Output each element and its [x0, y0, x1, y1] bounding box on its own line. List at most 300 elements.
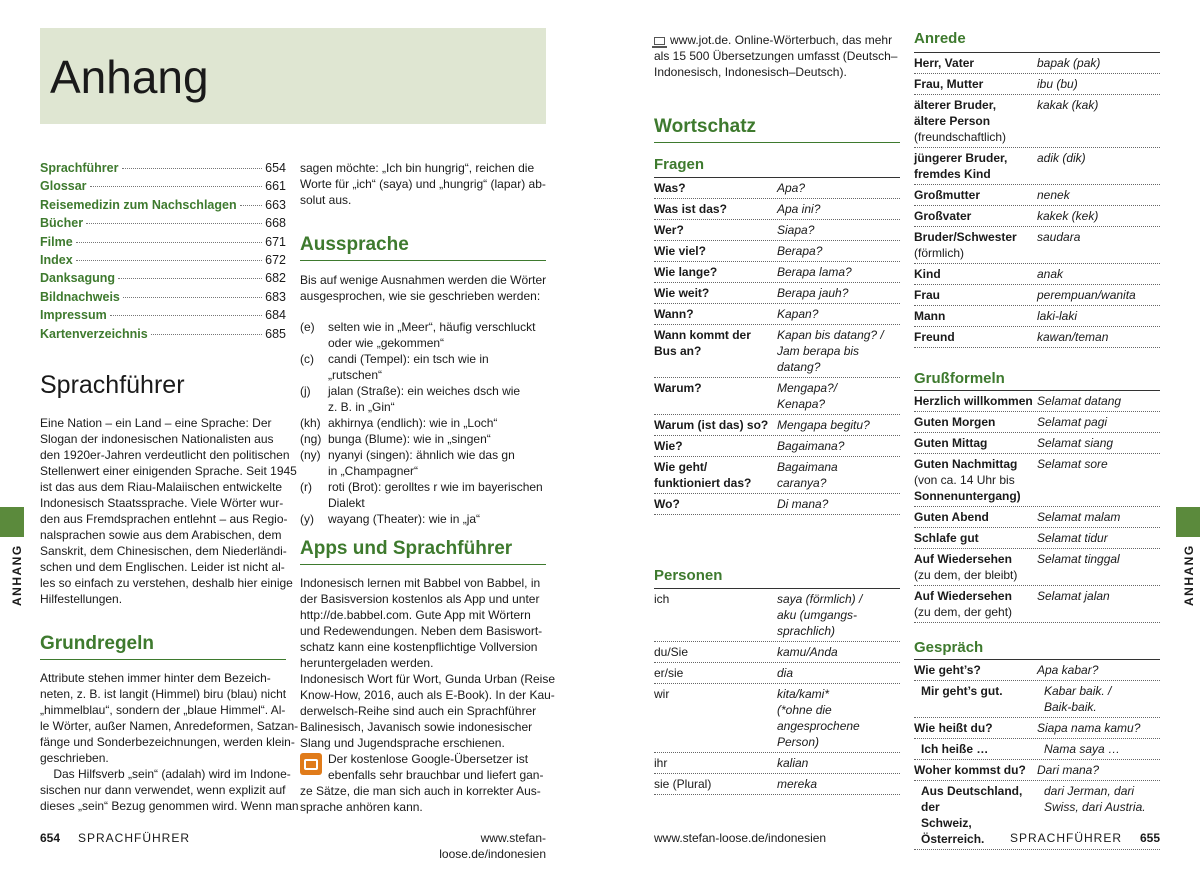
text-line: geschrieben.	[40, 751, 109, 765]
vocab-indonesian-line: Selamat jalan	[1037, 589, 1110, 603]
vocab-indonesian-line: Kapan bis datang? /	[777, 328, 884, 342]
vocab-german-line: Guten Abend	[914, 510, 989, 524]
text-line: Bis auf wenige Ausnahmen werden die Wörter	[300, 273, 547, 287]
vocab-indonesian	[777, 417, 870, 433]
vocab-row	[914, 718, 1160, 739]
text-line: sagen möchte: „Ich bin hungrig“, reichen die	[300, 161, 535, 175]
vocab-indonesian	[777, 222, 814, 238]
vocab-german	[914, 229, 1037, 261]
vocab-row	[914, 74, 1160, 95]
vocab-german	[654, 180, 777, 196]
vocab-indonesian	[777, 327, 884, 375]
pronunciation-text: z. B. in „Gin“	[328, 400, 395, 414]
vocab-german	[914, 208, 1037, 224]
grundregeln-heading: Grundregeln	[40, 633, 155, 654]
vocab-indonesian-line: Apa ini?	[777, 202, 821, 216]
vocab-german-line: du/Sie	[654, 645, 689, 659]
vocab-row	[914, 327, 1160, 348]
pronunciation-row	[300, 335, 546, 351]
pronunciation-row	[300, 351, 546, 383]
vocab-indonesian	[777, 201, 820, 217]
text-line: ze Sätze, die man sich auch in korrekter Aus-	[300, 784, 541, 798]
vocab-german-line: Frau, Mutter	[914, 77, 984, 91]
anrede-table	[914, 52, 1160, 348]
gruss-heading: Grußformeln	[914, 370, 1005, 387]
text-line: nalsprachen sowie aus dem Arabischen, dem	[40, 528, 282, 542]
vocab-indonesian-line: kawan/teman	[1037, 330, 1109, 344]
vocab-indonesian-line: datang?	[777, 360, 821, 374]
vocab-row	[654, 199, 900, 220]
toc-leader-dots	[151, 334, 262, 335]
pronunciation-row	[300, 479, 546, 495]
vocab-indonesian-line: Selamat malam	[1037, 510, 1121, 524]
side-label: ANHANG	[10, 544, 24, 606]
aussprache-heading: Aussprache	[300, 234, 409, 255]
aussprache-section	[300, 233, 546, 261]
vocab-indonesian-line: caranya?	[777, 476, 827, 490]
toc-entry[interactable]	[40, 160, 286, 178]
vocab-indonesian	[777, 285, 848, 301]
vocab-german	[914, 662, 1037, 678]
vocab-row	[914, 681, 1160, 718]
vocab-row	[654, 436, 900, 457]
text-line: Hilfestellungen.	[40, 592, 123, 606]
toc-leader-dots	[110, 315, 262, 316]
toc-leader-dots	[86, 223, 262, 224]
toc-entry[interactable]	[40, 252, 286, 270]
vocab-indonesian-line: Apa kabar?	[1037, 663, 1099, 677]
personen-heading: Personen	[654, 567, 723, 584]
vocab-indonesian	[777, 459, 838, 491]
toc-entry[interactable]	[40, 289, 286, 307]
vocab-german-line: Mann	[914, 309, 946, 323]
chapter-banner	[40, 28, 546, 124]
text-line: schen und dem Englischen. Leider ist nicht al-	[40, 560, 285, 574]
vocab-row	[654, 415, 900, 436]
vocab-indonesian	[777, 644, 838, 660]
vocab-indonesian-line: Bagaimana	[777, 460, 838, 474]
vocab-row	[654, 304, 900, 325]
pronunciation-text: jalan (Straße): ein weiches dsch wie	[328, 384, 521, 398]
toc-entry[interactable]	[40, 197, 286, 215]
toc-leader-dots	[76, 242, 262, 243]
gruss-table	[914, 390, 1160, 623]
text-line: Know-How, 2016, auch als E-Book). In der Kau-	[300, 688, 555, 702]
pronunciation-row	[300, 319, 546, 335]
vocab-german	[654, 459, 777, 491]
apps-section	[300, 537, 546, 565]
pronunciation-text: oder wie „gekommen“	[328, 336, 445, 350]
footer-page-number: 654	[40, 831, 61, 845]
vocab-indonesian	[1037, 683, 1111, 715]
vocab-german	[654, 201, 777, 217]
vocab-indonesian-line: Selamat tinggal	[1037, 552, 1120, 566]
vocab-indonesian	[1037, 97, 1098, 145]
vocab-german-line: Freund	[914, 330, 955, 344]
toc-label: Bücher	[40, 216, 84, 231]
vocab-row	[914, 433, 1160, 454]
section-rule	[300, 260, 546, 261]
vocab-indonesian	[1037, 55, 1100, 71]
vocab-german	[654, 644, 777, 660]
pronunciation-row	[300, 383, 546, 399]
vocab-indonesian	[777, 264, 852, 280]
pronunciation-list	[300, 319, 546, 527]
vocab-indonesian	[1037, 530, 1108, 546]
section-rule	[40, 659, 286, 660]
vocab-indonesian-line: anak	[1037, 267, 1064, 281]
vocab-german	[654, 264, 777, 280]
personen-table	[654, 588, 900, 795]
toc-leader-dots	[240, 205, 263, 206]
vocab-indonesian-line: saya (förmlich) /	[777, 592, 863, 606]
vocab-german	[914, 414, 1037, 430]
text-line: Stellenwert einer einigenden Sprache. Seit 1945	[40, 464, 297, 478]
vocab-german	[914, 329, 1037, 345]
pronunciation-key: (ny)	[300, 448, 321, 462]
grundregeln-section	[40, 632, 286, 660]
pronunciation-key: (ng)	[300, 432, 322, 446]
text-line: ausgesprochen, wie sie geschrieben werden:	[300, 289, 541, 303]
vocab-german-line: (zu dem, der bleibt)	[914, 568, 1018, 582]
vocab-row	[654, 684, 900, 753]
text-line: derwelsch-Reihe sind auch ein Sprachführer	[300, 704, 537, 718]
wortschatz-section	[654, 115, 900, 143]
vocab-row	[914, 586, 1160, 623]
vocab-indonesian-line: kakek (kek)	[1037, 209, 1099, 223]
vocab-indonesian-line: Berapa?	[777, 244, 823, 258]
vocab-indonesian-line: (*ohne die	[777, 703, 832, 717]
vocab-indonesian	[777, 776, 817, 792]
vocab-row	[914, 264, 1160, 285]
vocab-indonesian	[1037, 762, 1099, 778]
text-line: der Basisversion kostenlos als App und unter	[300, 592, 540, 606]
vocab-german-line: Warum?	[654, 381, 702, 395]
pronunciation-row	[300, 415, 546, 431]
toc-label: Filme	[40, 234, 73, 249]
chapter-title: Anhang	[50, 51, 209, 103]
vocab-german-line: er/sie	[654, 666, 684, 680]
vocab-row	[914, 227, 1160, 264]
vocab-indonesian	[1037, 435, 1113, 451]
apps-paragraph	[300, 575, 555, 751]
vocab-row	[654, 494, 900, 515]
toc-label: Index	[40, 252, 73, 267]
vocab-indonesian-line: kita/kami*	[777, 687, 830, 701]
vocab-german-line: Was?	[654, 181, 686, 195]
vocab-german-line: älterer Bruder,	[914, 98, 997, 112]
vocab-row	[654, 457, 900, 494]
vocab-indonesian-line: Jam berapa bis	[777, 344, 860, 358]
text-line: den 1920er-Jahren verdeutlicht den politischen	[40, 448, 290, 462]
vocab-german-line: Wie?	[654, 439, 683, 453]
vocab-indonesian	[777, 686, 860, 750]
vocab-german	[914, 509, 1037, 525]
vocab-indonesian-line: kalian	[777, 756, 809, 770]
toc-entry[interactable]	[40, 234, 286, 252]
pronunciation-text: selten wie in „Meer“, häufig verschluckt	[328, 320, 536, 334]
toc-leader-dots	[90, 186, 263, 187]
vocab-german	[914, 97, 1037, 145]
toc-label: Kartenverzeichnis	[40, 326, 148, 341]
vocab-indonesian-line: angesprochene	[777, 719, 860, 733]
vocab-row	[654, 178, 900, 199]
toc-entry[interactable]	[40, 215, 286, 233]
vocab-indonesian-line: Di mana?	[777, 497, 829, 511]
vocab-row	[914, 660, 1160, 681]
toc-page-number: 672	[265, 252, 286, 267]
vocab-row	[914, 185, 1160, 206]
text-line: Slang und Jugendsprache erschienen.	[300, 736, 505, 750]
vocab-indonesian-line: dia	[777, 666, 794, 680]
vocab-german-line: Wie viel?	[654, 244, 706, 258]
vocab-indonesian	[1037, 150, 1086, 182]
vocab-german	[654, 776, 777, 792]
text-line: Indonesisch Wort für Wort, Gunda Urban (Reise	[300, 672, 555, 686]
side-tab-marker	[1176, 507, 1200, 537]
vocab-indonesian-line: Swiss, dari Austria.	[1044, 800, 1146, 814]
footer-section: SPRACHFÜHRER	[1009, 831, 1122, 845]
sprachfuehrer-heading: Sprachführer	[40, 371, 185, 399]
vocab-indonesian-line: Berapa jauh?	[777, 286, 849, 300]
vocab-german-line: fremdes Kind	[914, 167, 991, 181]
pronunciation-key	[300, 399, 328, 415]
vocab-german	[654, 686, 777, 750]
vocab-indonesian-line: adik (dik)	[1037, 151, 1086, 165]
toc-entry[interactable]	[40, 326, 286, 344]
vocab-indonesian-line: Dari mana?	[1037, 763, 1100, 777]
vocab-german-line: (von ca. 14 Uhr bis	[914, 473, 1015, 487]
vocab-german	[914, 720, 1037, 736]
vocab-german	[914, 150, 1037, 182]
vocab-indonesian	[1037, 76, 1078, 92]
footer-url[interactable]: www.stefan-loose.de/indonesien	[439, 831, 546, 861]
vocab-german	[914, 55, 1037, 71]
vocab-german-line: Frau	[914, 288, 941, 302]
vocab-indonesian	[1037, 229, 1080, 261]
text-line: „himmelblau“, sondern der „blaue Himmel“. Al-	[40, 703, 286, 717]
side-label: ANHANG	[1182, 544, 1196, 606]
toc-page-number: 661	[265, 179, 286, 194]
vocab-row	[914, 507, 1160, 528]
vocab-row	[654, 663, 900, 684]
vocab-indonesian-line: Selamat tidur	[1037, 531, 1108, 545]
wortschatz-heading: Wortschatz	[654, 116, 757, 137]
vocab-row	[914, 53, 1160, 74]
vocab-german-line: Schweiz, Österreich.	[921, 816, 985, 846]
vocab-indonesian	[1037, 551, 1120, 583]
vocab-row	[654, 241, 900, 262]
vocab-indonesian-line: kamu/Anda	[777, 645, 838, 659]
vocab-row	[654, 589, 900, 642]
vocab-german-line: (förmlich)	[914, 246, 964, 260]
vocab-row	[654, 378, 900, 415]
vocab-german-line: wir	[654, 687, 670, 701]
pronunciation-text: bunga (Blume): wie in „singen“	[328, 432, 491, 446]
vocab-indonesian-line: Kenapa?	[777, 397, 826, 411]
toc-page-number: 663	[265, 197, 286, 212]
vocab-german	[914, 187, 1037, 203]
vocab-german-line: Was ist das?	[654, 202, 727, 216]
section-rule	[654, 142, 900, 143]
vocab-german-line: Herr, Vater	[914, 56, 975, 70]
toc-entry[interactable]	[40, 270, 286, 288]
vocab-indonesian	[1037, 287, 1136, 303]
vocab-indonesian-line: ibu (bu)	[1037, 77, 1078, 91]
toc-leader-dots	[122, 168, 263, 169]
vocab-indonesian	[1037, 662, 1098, 678]
vocab-german-line: Wie weit?	[654, 286, 710, 300]
text-line: ebenfalls sehr brauchbar und liefert gan-	[328, 768, 544, 782]
vocab-indonesian	[1037, 187, 1070, 203]
pronunciation-text: wayang (Theater): wie in „ja“	[328, 512, 481, 526]
text-line: Indonesisch, Indonesisch–Deutsch).	[654, 65, 847, 79]
vocab-german	[654, 243, 777, 259]
vocab-row	[914, 760, 1160, 781]
toc-page-number: 654	[265, 161, 286, 175]
vocab-indonesian	[1037, 308, 1077, 324]
vocab-german	[654, 222, 777, 238]
text-line: fänge und Sonderbezeichnungen, werden klein-	[40, 735, 295, 749]
pronunciation-row	[300, 495, 546, 511]
vocab-row	[654, 325, 900, 378]
vocab-german	[914, 76, 1037, 92]
vocab-indonesian-line: Siapa?	[777, 223, 815, 237]
toc-entry[interactable]	[40, 178, 286, 196]
fragen-heading: Fragen	[654, 156, 705, 173]
vocab-row	[654, 642, 900, 663]
vocab-german	[914, 393, 1037, 409]
text-line: le Wörter, außer Namen, Anredeformen, Satzan-	[40, 719, 299, 733]
toc-label: Danksagung	[40, 271, 116, 286]
toc-page-number: 682	[265, 271, 286, 286]
text-line: als 15 500 Übersetzungen umfasst (Deutsch–	[654, 49, 898, 63]
vocab-indonesian	[1037, 456, 1108, 504]
vocab-german-line: Aus Deutschland, der	[921, 784, 1023, 814]
vocab-german-line: Bruder/Schwester	[914, 230, 1017, 244]
footer-url[interactable]: www.stefan-loose.de/indonesien	[654, 831, 827, 845]
text-line: Indonesisch lernen mit Babbel von Babbel, in	[300, 576, 541, 590]
pronunciation-row	[300, 447, 546, 463]
vocab-indonesian	[777, 591, 862, 639]
vocab-german	[654, 417, 777, 433]
vocab-german-line: Wer?	[654, 223, 684, 237]
intro-paragraph	[40, 415, 297, 607]
vocab-german-line: Mir geht’s gut.	[921, 684, 1003, 698]
vocab-indonesian-line: mereka	[777, 777, 818, 791]
vocab-german	[654, 306, 777, 322]
pronunciation-key: (c)	[300, 352, 314, 366]
vocab-indonesian-line: Nama saya …	[1044, 742, 1121, 756]
vocab-german-line: (freundschaftlich)	[914, 130, 1007, 144]
pronunciation-key: (kh)	[300, 416, 321, 430]
text-line: solut aus.	[300, 193, 352, 207]
vocab-german-line: Wie lange?	[654, 265, 718, 279]
vocab-german-line: Wo?	[654, 497, 680, 511]
pronunciation-text: Dialekt	[328, 496, 365, 510]
vocab-german-line: ich	[654, 592, 670, 606]
vocab-indonesian	[777, 243, 822, 259]
vocab-indonesian	[777, 665, 793, 681]
text-line: schatz kann eine kostenpflichtige Vollversion	[300, 640, 538, 654]
anrede-heading: Anrede	[914, 30, 966, 47]
vocab-german-line: (zu dem, der geht)	[914, 605, 1013, 619]
toc-entry[interactable]	[40, 307, 286, 325]
toc-label: Impressum	[40, 308, 107, 323]
vocab-german-line: Wann kommt der	[654, 328, 751, 342]
pronunciation-row	[300, 399, 546, 415]
footer-section: SPRACHFÜHRER	[78, 831, 191, 845]
section-rule	[300, 564, 546, 565]
vocab-german	[914, 266, 1037, 282]
vocab-indonesian	[1037, 266, 1063, 282]
text-line: Worte für „ich“ (saya) und „hungrig“ (lapar) ab-	[300, 177, 546, 191]
vocab-indonesian	[1037, 741, 1120, 757]
toc-label: Bildnachweis	[40, 289, 120, 304]
vocab-indonesian	[1037, 588, 1110, 620]
vocab-indonesian-line: Siapa nama kamu?	[1037, 721, 1141, 735]
text-line: sischen nur dann verwendet, wenn explizit auf	[40, 783, 286, 797]
vocab-german	[914, 530, 1037, 546]
text-line: http://de.babbel.com. Gute App mit Wörtern	[300, 608, 531, 622]
vocab-german	[654, 438, 777, 454]
pronunciation-key: (r)	[300, 480, 312, 494]
text-line: heruntergeladen werden.	[300, 656, 434, 670]
vocab-german-line: Auf Wiedersehen	[914, 589, 1012, 603]
vocab-german	[654, 665, 777, 681]
vocab-indonesian-line: Baik-baik.	[1044, 700, 1097, 714]
toc-page-number: 668	[265, 216, 286, 231]
pronunciation-key	[300, 463, 328, 479]
pronunciation-key: (j)	[300, 384, 311, 398]
toc-label: Glossar	[40, 179, 87, 194]
vocab-german	[654, 380, 777, 412]
vocab-indonesian-line: Bagaimana?	[777, 439, 845, 453]
vocab-german-line: Wie heißt du?	[914, 721, 993, 735]
toc-label: Reisemedizin zum Nachschlagen	[40, 197, 237, 212]
vocab-row	[654, 753, 900, 774]
vocab-row	[914, 148, 1160, 185]
vocab-indonesian	[777, 180, 805, 196]
vocab-indonesian-line: perempuan/wanita	[1037, 288, 1136, 302]
vocab-german	[914, 435, 1037, 451]
pronunciation-row	[300, 463, 546, 479]
vocab-indonesian-line: sprachlich)	[777, 624, 836, 638]
vocab-german	[914, 683, 1037, 715]
vocab-row	[914, 391, 1160, 412]
text-line: Attribute stehen immer hinter dem Bezeich-	[40, 671, 271, 685]
pronunciation-row	[300, 511, 546, 527]
vocab-indonesian	[1037, 720, 1140, 736]
text-line: dieses „sein“ Bezug genommen wird. Wenn man	[40, 799, 299, 813]
vocab-german-line: Wie geht’s?	[914, 663, 981, 677]
toc-page-number: 685	[265, 326, 286, 341]
text-line: ist das aus dem Riau-Malaiischen entwickelte	[40, 480, 283, 494]
vocab-german-line: Wann?	[654, 307, 694, 321]
pronunciation-key	[300, 495, 328, 511]
vocab-german-line: Kind	[914, 267, 941, 281]
fragen-table	[654, 177, 900, 515]
vocab-row	[914, 306, 1160, 327]
vocab-german	[914, 287, 1037, 303]
vocab-german-line: Warum (ist das) so?	[654, 418, 769, 432]
text-line: Sanskrit, dem Chinesischen, dem Niederländi-	[40, 544, 287, 558]
vocab-german-line: ihr	[654, 756, 668, 770]
vocab-german-line: ältere Person	[914, 114, 991, 128]
gespraech-heading: Gespräch	[914, 639, 984, 656]
vocab-german-line: sie (Plural)	[654, 777, 712, 791]
text-line: Indonesisch Staatssprache. Viele Wörter wur-	[40, 496, 284, 510]
